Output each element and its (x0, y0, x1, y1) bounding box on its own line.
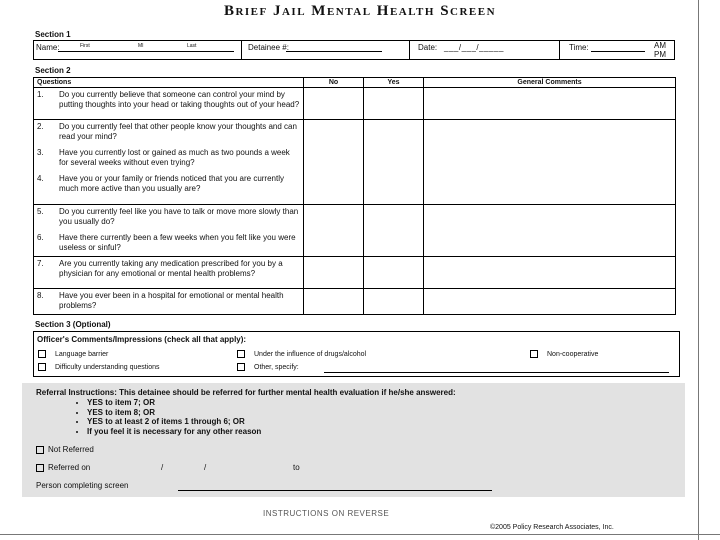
copyright: ©2005 Policy Research Associates, Inc. (490, 524, 614, 531)
date-label: Date: (418, 43, 438, 52)
divider (559, 41, 560, 59)
divider (241, 41, 242, 59)
option-non-cooperative[interactable]: Non-cooperative (530, 350, 598, 358)
table-row (34, 289, 676, 315)
questions-header: Questions (34, 78, 304, 88)
no-cell[interactable] (304, 88, 364, 120)
list-item: • YES to item 8; OR (87, 408, 261, 418)
no-cell[interactable] (304, 257, 364, 289)
detainee-label: Detainee #: (248, 43, 289, 52)
first-sublabel: First (80, 43, 90, 49)
name-input[interactable] (58, 51, 234, 52)
checkbox[interactable] (237, 350, 245, 358)
no-cell[interactable] (304, 120, 364, 205)
divider (409, 41, 410, 59)
no-cell[interactable] (304, 289, 364, 315)
referred-to-label: to (293, 463, 300, 472)
page-edge (698, 0, 699, 540)
question-item: 2. Do you currently feel that other people know your thoughts and can read your mind? (37, 122, 297, 141)
option-other[interactable]: Other, specify: (237, 363, 299, 371)
list-item: • YES to item 7; OR (87, 398, 261, 408)
date-slash: / (161, 463, 164, 472)
option-language-barrier[interactable]: Language barrier (38, 350, 108, 358)
section3-label: Section 3 (Optional) (35, 320, 111, 329)
comments-cell[interactable] (424, 88, 676, 120)
comments-cell[interactable] (424, 257, 676, 289)
form-title: Brief Jail Mental Health Screen (223, 3, 497, 19)
yes-cell[interactable] (364, 88, 424, 120)
yes-header: Yes (364, 78, 424, 88)
referral-criteria-list (77, 398, 261, 436)
list-item: • YES to at least 2 of items 1 through 6; OR (87, 417, 261, 427)
page-edge (0, 534, 720, 535)
table-row (34, 257, 676, 289)
table-row (34, 120, 676, 205)
checkbox[interactable] (36, 464, 44, 472)
question-cell (34, 289, 304, 315)
question-item: 4. Have you or your family or friends noticed that you are currently much more active than you usually are? (37, 174, 284, 193)
question-item: 5. Do you currently feel like you have to talk or move more slowly than you usually do? (37, 207, 299, 226)
date-input[interactable]: ___/___/_____ (444, 43, 504, 52)
table-header (34, 78, 676, 88)
not-referred-option[interactable]: Not Referred (36, 445, 94, 454)
table-row (34, 205, 676, 257)
instructions-on-reverse: INSTRUCTIONS ON REVERSE (263, 509, 390, 518)
list-item: • If you feel it is necessary for any other reason (87, 427, 261, 437)
questions-table (33, 77, 676, 315)
time-input[interactable] (591, 51, 645, 52)
option-under-influence[interactable]: Under the influence of drugs/alcohol (237, 350, 366, 358)
pm-label: PM (654, 50, 666, 59)
yes-cell[interactable] (364, 289, 424, 315)
section2-label: Section 2 (35, 66, 71, 75)
yes-cell[interactable] (364, 257, 424, 289)
no-cell[interactable] (304, 205, 364, 257)
date-slash: / (204, 463, 207, 472)
yes-cell[interactable] (364, 205, 424, 257)
checkbox[interactable] (237, 363, 245, 371)
comments-cell[interactable] (424, 205, 676, 257)
checkbox[interactable] (38, 363, 46, 371)
officer-comments-box (33, 331, 680, 377)
question-item: 8. Have you ever been in a hospital for emotional or mental health problems? (37, 291, 284, 310)
last-sublabel: Last (187, 43, 197, 49)
officer-comments-title: Officer's Comments/Impressions (check all that apply): (37, 335, 247, 344)
referral-instructions: Referral Instructions: This detainee should be referred for further mental health evaluation if he/she answered: (36, 388, 456, 397)
checkbox[interactable] (530, 350, 538, 358)
question-item: 6. Have there currently been a few weeks when you felt like you were useless or sinful? (37, 233, 296, 252)
name-label: Name: (36, 43, 60, 52)
yes-cell[interactable] (364, 120, 424, 205)
detainee-input[interactable] (286, 51, 382, 52)
no-header: No (304, 78, 364, 88)
question-cell (34, 120, 304, 205)
mi-sublabel: MI (138, 43, 144, 49)
other-specify-input[interactable] (324, 372, 669, 373)
question-item: 1. Do you currently believe that someone can control your mind by putting thoughts into your head or taking thoughts out of your head? (37, 90, 300, 109)
comments-cell[interactable] (424, 289, 676, 315)
checkbox[interactable] (36, 446, 44, 454)
question-cell (34, 88, 304, 120)
comments-cell[interactable] (424, 120, 676, 205)
question-cell (34, 205, 304, 257)
person-completing-label: Person completing screen (36, 481, 129, 490)
checkbox[interactable] (38, 350, 46, 358)
am-label: AM (654, 41, 666, 50)
referral-panel (22, 383, 685, 497)
question-item: 7. Are you currently taking any medication prescribed for you by a physician for any emotional or mental health problems? (37, 259, 283, 278)
section1-label: Section 1 (35, 30, 71, 39)
comments-header: General Comments (424, 78, 676, 88)
person-completing-input[interactable] (178, 490, 492, 491)
question-cell (34, 257, 304, 289)
option-difficulty-understanding[interactable]: Difficulty understanding questions (38, 363, 160, 371)
time-label: Time: (569, 43, 589, 52)
section1-row (33, 40, 675, 60)
referred-on-option[interactable]: Referred on (36, 463, 90, 472)
question-item: 3. Have you currently lost or gained as much as two pounds a week for several weeks without even trying? (37, 148, 290, 167)
table-row (34, 88, 676, 120)
